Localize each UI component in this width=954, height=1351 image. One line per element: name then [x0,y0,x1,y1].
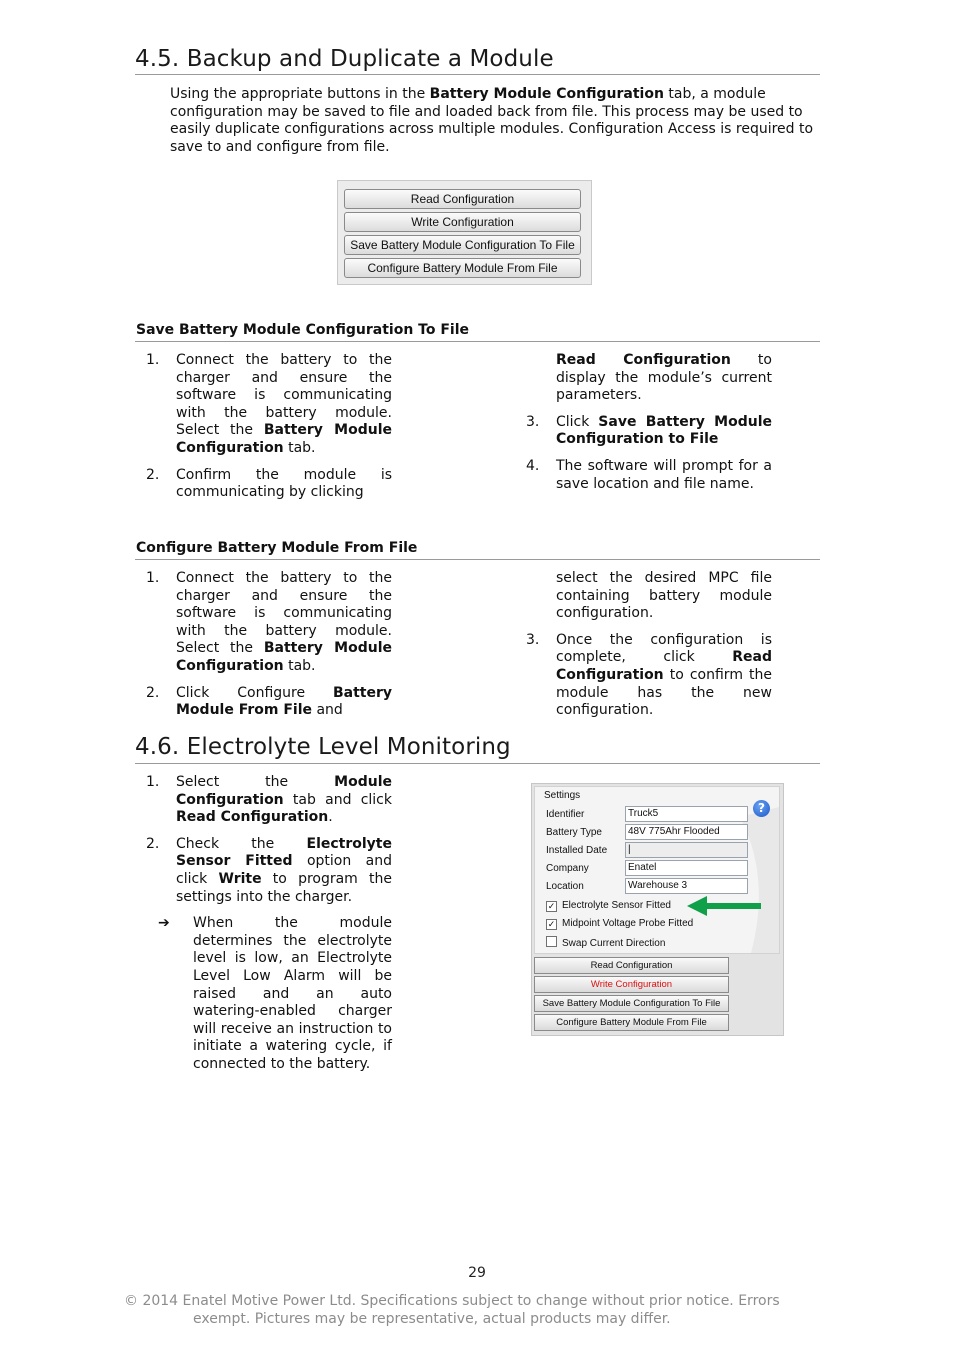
swap-current-checkbox[interactable] [546,936,665,949]
read-configuration-button[interactable]: Read Configuration [534,957,729,974]
installed-date-label: Installed Date [546,845,608,856]
note-text: When the module determines the electrolyte level is low, an Electrolyte Level Low Alarm will be raised and an auto watering-enabled charger will receive an instruction to initiate a watering cycle, if connected to the battery. [193,915,392,1072]
intro-text: Using the appropriate buttons in the [170,86,430,102]
identifier-field[interactable]: Truck5 [625,806,748,822]
configure-from-file-button[interactable]: Configure Battery Module From File [344,258,581,278]
step-text: Click Configure [176,684,333,701]
configure-from-file-button[interactable]: Configure Battery Module From File [534,1014,729,1031]
step-text: The software will prompt for a save location and file name. [556,457,772,492]
intro-text-cont: tab, a module configuration may be saved to file and loaded back from file. This process may be used to easily duplicate configurations across multiple modules. Configuration Access is required to save to and configure from file. [170,86,814,155]
step-number: 1. [146,570,160,586]
step-text: Confirm the module is communicating by clicking [176,466,392,501]
step-number: 3. [526,413,540,430]
section-4-6-heading: 4.6. Electrolyte Level Monitoring [135,734,511,760]
help-icon[interactable]: ? [753,800,770,817]
step-number: 2. [146,835,160,852]
step-bold: Module Configuration [176,774,392,808]
step-text: Once the configuration is complete, click [556,631,772,666]
settings-group [534,786,780,954]
step-bold: Save Battery Module Configuration to File [556,413,773,448]
step-number: 3. [526,631,540,648]
location-label: Location [546,881,584,892]
subheading-rule [135,341,820,342]
step-number: 4. [526,457,540,474]
list-item [516,458,772,493]
electrolyte-sensor-checkbox[interactable] [546,900,671,912]
midpoint-voltage-checkbox[interactable] [546,918,693,930]
step-text: and [312,702,343,719]
list-item [136,352,392,458]
step-text: tab. [283,657,316,674]
step-text: Click [556,413,599,430]
configure-steps-left-column [136,570,392,729]
note-item [136,915,392,1073]
list-item [136,570,392,676]
read-configuration-button[interactable]: Read Configuration [344,189,581,209]
step-text: to program the settings into the charger. [176,870,393,905]
save-to-file-button[interactable]: Save Battery Module Configuration To File [344,235,581,255]
battery-type-field[interactable]: 48V 775Ahr Flooded [625,824,748,840]
battery-type-label: Battery Type [546,827,602,838]
identifier-label: Identifier [546,809,585,820]
company-field[interactable]: Enatel [625,860,748,876]
list-item [136,836,392,906]
electrolyte-steps-column [136,774,392,1074]
step-text: Select the [176,774,335,790]
list-item [516,414,772,449]
section-4-5-heading: 4.5. Backup and Duplicate a Module [135,46,554,72]
step-text: Connect the battery to the charger and ensure the software is communicating with the battery module. Select the [176,352,392,439]
write-configuration-button[interactable]: Write Configuration [534,976,729,993]
checkbox-label: Electrolyte Sensor Fitted [562,900,671,911]
step-text: . [328,809,333,826]
heading-rule [135,763,820,764]
checkbox-label: Midpoint Voltage Probe Fitted [562,918,694,929]
step-bold: Battery Module Configuration [176,422,392,456]
settings-title: Settings [544,790,581,801]
step-number: 1. [146,774,160,790]
page-number: 29 [468,1265,486,1281]
settings-screenshot [531,783,784,1036]
intro-paragraph [170,86,838,156]
heading-rule [135,74,820,75]
arrow-bullet-icon: ➔ [158,915,170,932]
save-steps-right-column [516,352,772,502]
save-steps-left-column [136,352,392,511]
step-text: select the desired MPC file containing battery module configuration. [556,570,772,622]
step-text: tab and click [283,791,392,808]
save-to-file-button[interactable]: Save Battery Module Configuration To File [534,995,729,1012]
step-bold: Write [218,870,262,887]
step-bold: Read Configuration [556,649,772,683]
step-bold: Battery Module Configuration [176,640,392,674]
company-label: Company [546,863,589,874]
step-number: 1. [146,352,160,368]
subheading-rule [135,559,820,560]
config-buttons-screenshot [337,180,592,285]
step-text: tab. [283,439,316,456]
installed-date-field[interactable]: | [625,842,748,858]
checkbox-label: Swap Current Direction [562,938,666,949]
step-text: to display the module’s current parameters. [556,352,772,404]
list-item [516,632,772,720]
green-arrow-icon [687,895,763,917]
step-number: 2. [146,466,160,483]
list-item [136,685,392,720]
step-text: option and click [176,853,392,887]
list-item [136,774,392,827]
list-item-continued [516,570,772,623]
step-bold: Electrolyte Sensor Fitted [176,835,392,870]
step-bold: Battery Module From File [176,684,392,719]
save-section-heading: Save Battery Module Configuration To File [136,322,469,338]
step-text: Connect the battery to the charger and ensure the software is communicating with the battery module. Select the [176,570,392,657]
footer-line-2: exempt. Pictures may be representative, actual products may differ. [193,1311,671,1327]
step-text: to confirm the module has the new configuration. [556,666,772,719]
configure-steps-right-column [516,570,772,729]
checkbox-box[interactable]: ✓ [547,901,556,911]
step-text: Check the [176,835,307,852]
configure-section-heading: Configure Battery Module From File [136,540,418,556]
step-bold: Read Configuration [176,809,329,826]
intro-bold: Battery Module Configuration [429,86,664,102]
write-configuration-button[interactable]: Write Configuration [344,212,581,232]
list-item-continued [516,352,772,405]
step-bold: Read Configuration [556,352,731,368]
checkbox-box[interactable]: ✓ [547,919,556,929]
list-item [136,467,392,502]
checkbox-box[interactable] [546,936,557,947]
step-number: 2. [146,684,160,701]
footer-line-1: © 2014 Enatel Motive Power Ltd. Specifications subject to change without prior notice. Errors [124,1293,780,1309]
location-field[interactable]: Warehouse 3 [625,878,748,894]
